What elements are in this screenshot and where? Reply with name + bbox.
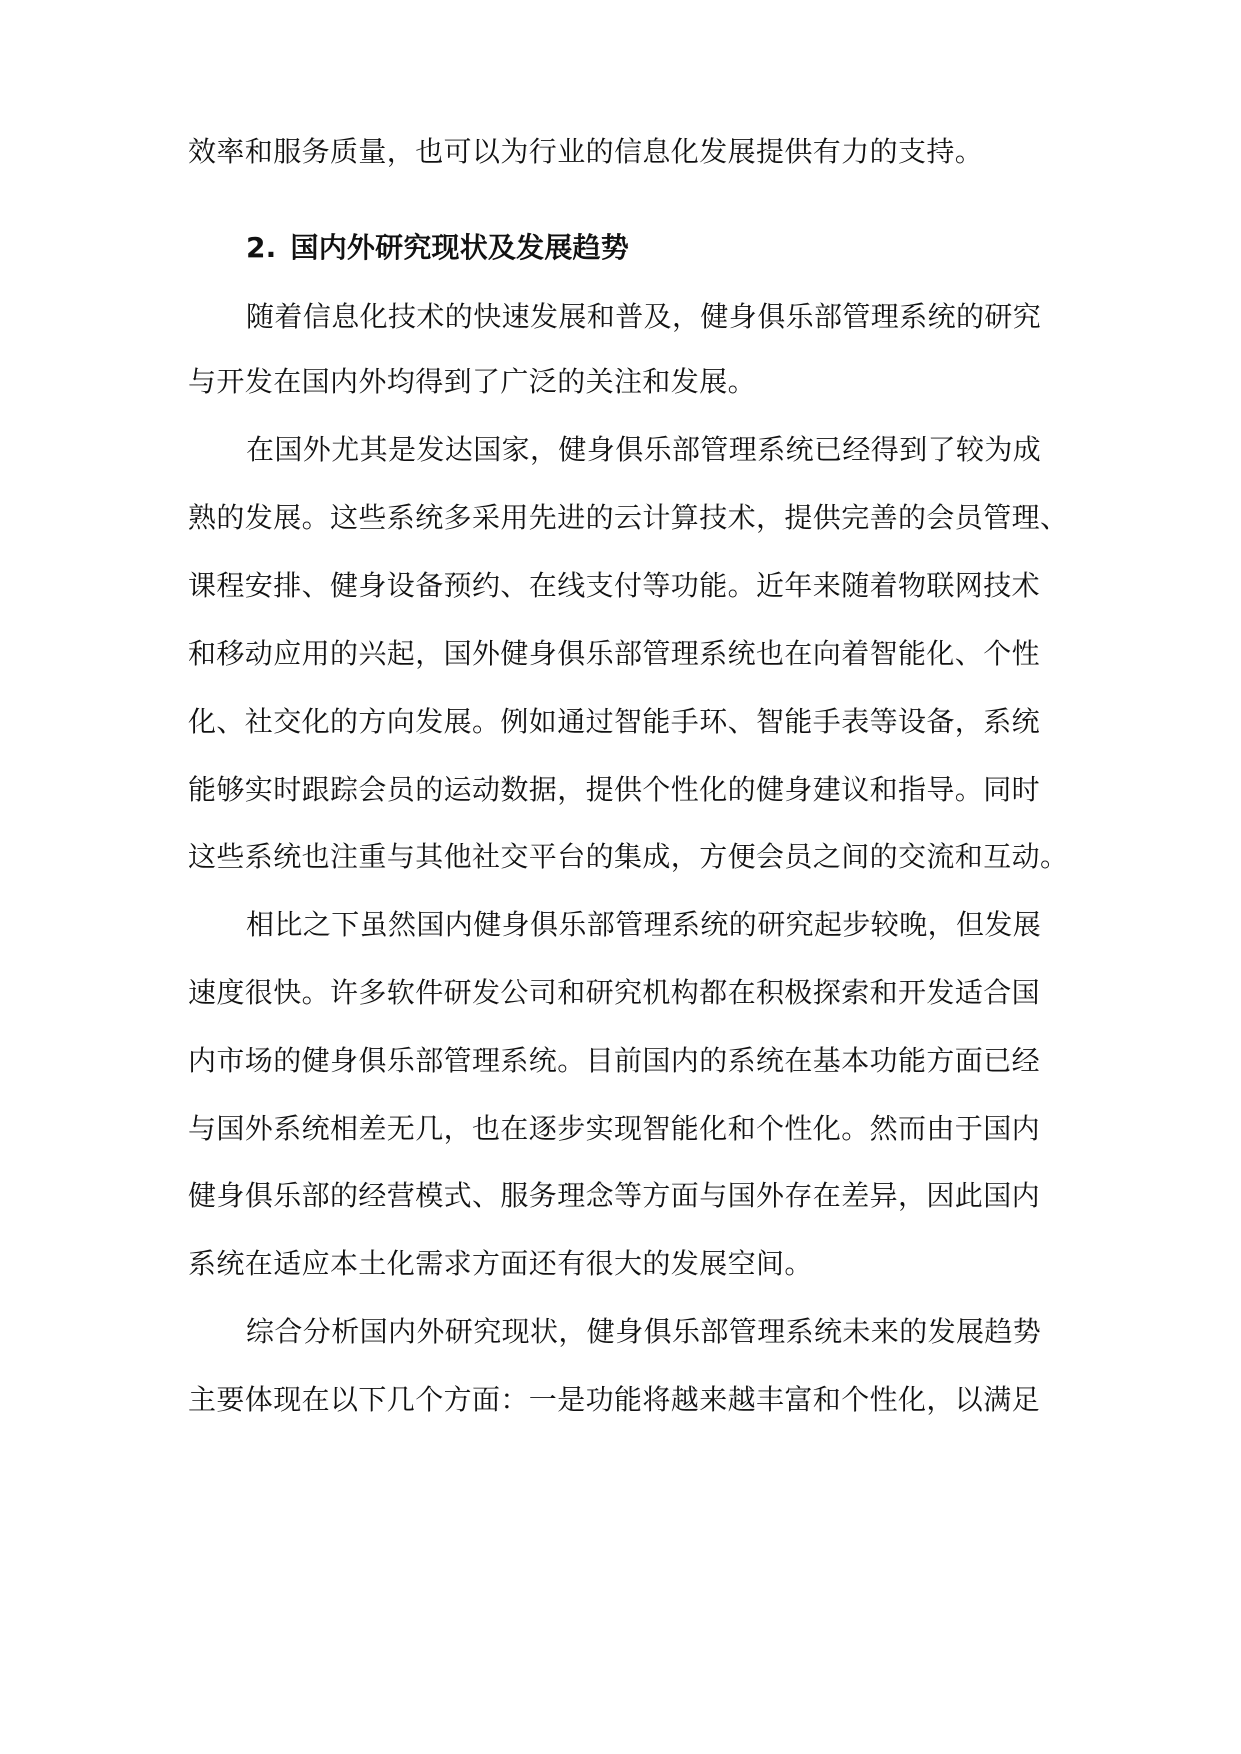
paragraph-line: 这些系统也注重与其他社交平台的集成，方便会员之间的交流和互动。 (188, 840, 1069, 873)
paragraph-line: 能够实时跟踪会员的运动数据，提供个性化的健身建议和指导。同时 (188, 773, 1041, 806)
paragraph-line: 相比之下虽然国内健身俱乐部管理系统的研究起步较晚，但发展 (246, 908, 1042, 941)
paragraph-line: 主要体现在以下几个方面：一是功能将越来越丰富和个性化，以满足 (188, 1383, 1041, 1416)
paragraph-line: 效率和服务质量，也可以为行业的信息化发展提供有力的支持。 (188, 135, 984, 168)
section-heading (246, 228, 1058, 268)
paragraph-line: 随着信息化技术的快速发展和普及，健身俱乐部管理系统的研究 (246, 300, 1042, 333)
paragraph-line: 与国外系统相差无几，也在逐步实现智能化和个性化。然而由于国内 (188, 1112, 1041, 1145)
paragraph-line: 系统在适应本土化需求方面还有很大的发展空间。 (188, 1247, 813, 1280)
paragraph-line: 内市场的健身俱乐部管理系统。目前国内的系统在基本功能方面已经 (188, 1044, 1041, 1077)
paragraph-line: 课程安排、健身设备预约、在线支付等功能。近年来随着物联网技术 (188, 569, 1041, 602)
paragraph-line: 与开发在国内外均得到了广泛的关注和发展。 (188, 365, 757, 398)
paragraph-line: 健身俱乐部的经营模式、服务理念等方面与国外存在差异，因此国内 (188, 1179, 1041, 1212)
paragraph-line: 在国外尤其是发达国家，健身俱乐部管理系统已经得到了较为成 (246, 433, 1042, 466)
paragraph-line: 综合分析国内外研究现状，健身俱乐部管理系统未来的发展趋势 (246, 1315, 1042, 1348)
section-title: 国内外研究现状及发展趋势 (290, 231, 629, 264)
paragraph-line: 速度很快。许多软件研发公司和研究机构都在积极探索和开发适合国 (188, 976, 1041, 1009)
section-number: 2. (246, 231, 277, 264)
paragraph-line: 熟的发展。这些系统多采用先进的云计算技术，提供完善的会员管理、 (188, 501, 1069, 534)
paragraph-line: 和移动应用的兴起，国外健身俱乐部管理系统也在向着智能化、个性 (188, 637, 1041, 670)
paragraph-line: 化、社交化的方向发展。例如通过智能手环、智能手表等设备，系统 (188, 705, 1041, 738)
